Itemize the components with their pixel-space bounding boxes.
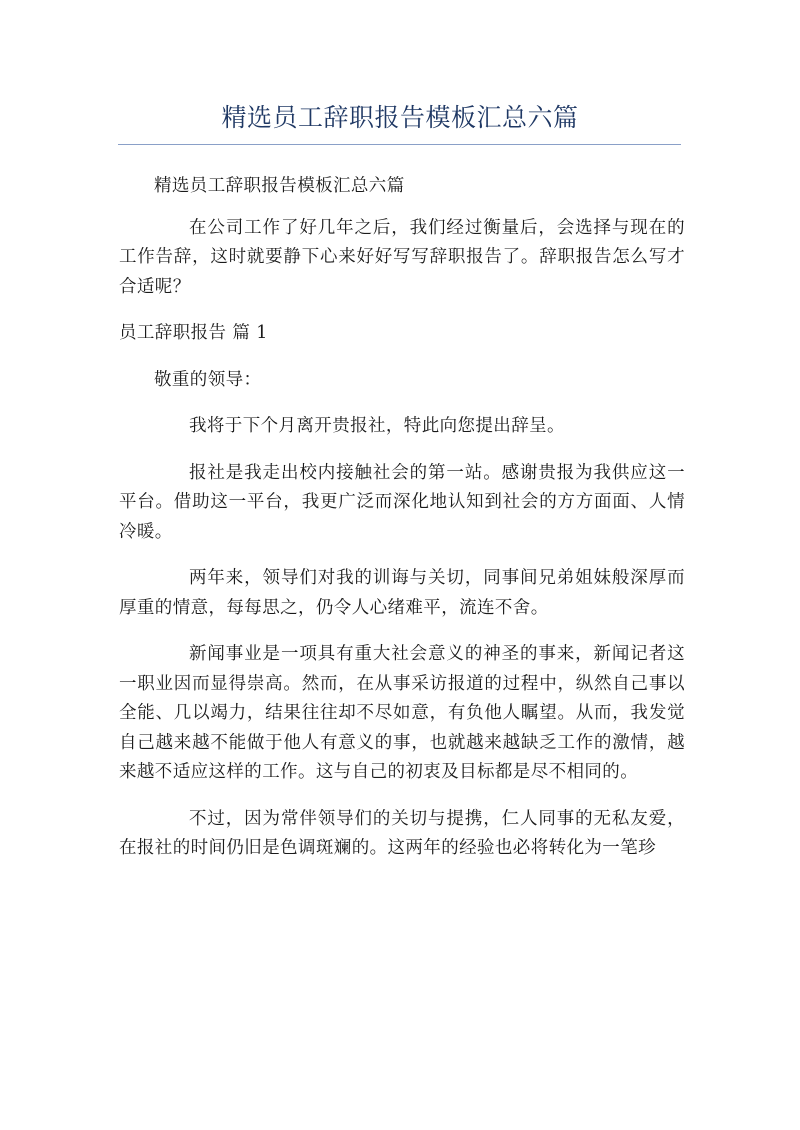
body-paragraph: 新闻事业是一项具有重大社会意义的神圣的事来，新闻记者这一职业因而显得崇高。然而，在从事采访报道的过程中，纵然自己事以全能、几以竭力，结果往往却不尽如意，有负他人瞩望。从而，我发觉自己越来越不能做于他人有意义的事，也就越来越缺乏工作的激情，越来越不适应这样的工作。这与自己的初衷及目标都是尽不相同的。 <box>119 644 685 782</box>
section-heading: 员工辞职报告 篇 1 <box>119 323 268 343</box>
document-subtitle: 精选员工辞职报告模板汇总六篇 <box>154 176 405 196</box>
body-paragraph: 报社是我走出校内接触社会的第一站。感谢贵报为我供应这一平台。借助这一平台，我更广泛而深化地认知到社会的方方面面、人情冷暖。 <box>119 462 685 542</box>
title-divider <box>118 144 681 145</box>
document-title: 精选员工辞职报告模板汇总六篇 <box>221 103 579 132</box>
body-paragraph: 我将于下个月离开贵报社，特此向您提出辞呈。 <box>189 416 565 436</box>
intro-paragraph: 在公司工作了好几年之后，我们经过衡量后，会选择与现在的工作告辞，这时就要静下心来好好写写辞职报告了。辞职报告怎么写才合适呢？ <box>119 217 685 297</box>
body-paragraph: 两年来，领导们对我的训诲与关切，同事间兄弟姐妹般深厚而厚重的情意，每每思之，仍令人心绪难平，流连不舍。 <box>119 568 685 618</box>
document-body <box>119 172 685 864</box>
body-paragraph: 不过，因为常伴领导们的关切与提携，仁人同事的无私友爱，在报社的时间仍旧是色调斑斓的。这两年的经验也必将转化为一笔珍 <box>119 808 685 858</box>
salutation: 敬重的领导： <box>154 369 262 390</box>
